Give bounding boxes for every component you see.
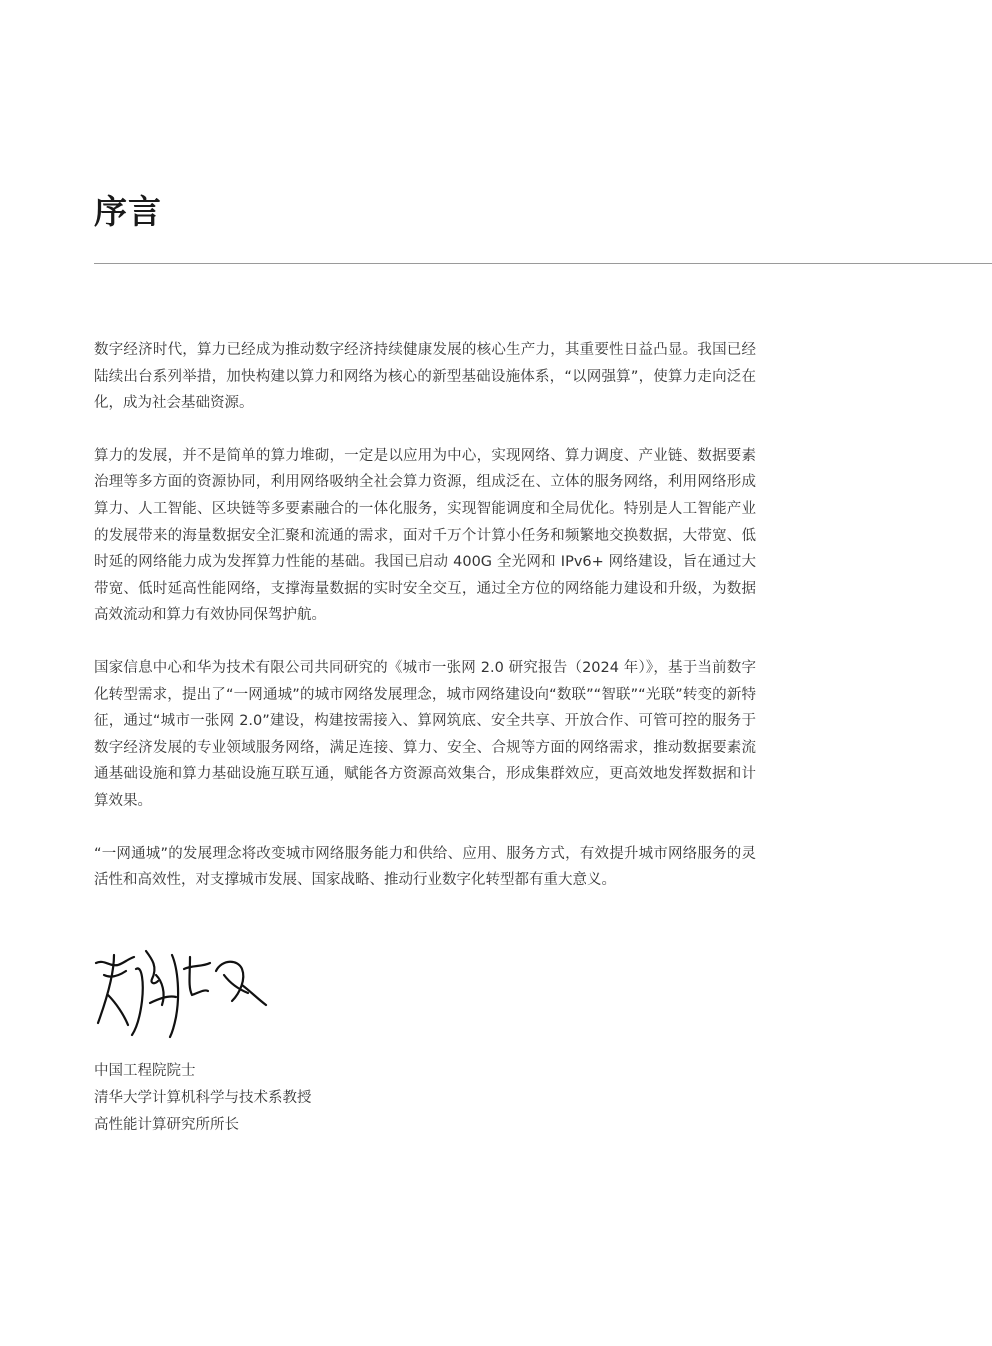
page-title: 序言 (94, 192, 162, 231)
author-title-director: 高性能计算研究所所长 (94, 1117, 239, 1133)
paragraph-1: 数字经济时代，算力已经成为推动数字经济持续健康发展的核心生产力，其重要性日益凸显。我国已经陆续出台系列举措，加快构建以算力和网络为核心的新型基础设施体系，“以网强算”，使算力走向泛在化，成为社会基础资源。 (94, 342, 756, 412)
title-divider (94, 263, 992, 264)
handwritten-signature (92, 945, 272, 1040)
paragraph-4: “一网通城”的发展理念将改变城市网络服务能力和供给、应用、服务方式，有效提升城市网络服务的灵活性和高效性，对支撑城市发展、国家战略、推动行业数字化转型都有重大意义。 (94, 845, 756, 889)
paragraph-2: 算力的发展，并不是简单的算力堆砌，一定是以应用为中心，实现网络、算力调度、产业链、数据要素治理等多方面的资源协同，利用网络吸纳全社会算力资源，组成泛在、立体的服务网络，利用网络形成算力、人工智能、区块链等多要素融合的一体化服务，实现智能调度和全局优化。特别是人工智能产业的发展带来的海量数据安全汇聚和流通的需求，面对千万个计算小任务和频繁地交换数据，大带宽、低时延的网络能力成为发挥算力性能的基础。我国已启动 400G 全光网和 IPv6+ 网络建设，旨在通过大带宽、低时延高性能网络，支撑海量数据的实时安全交互，通过全方位的网络能力建设和升级，为数据高效流动和算力有效协同保驾护航。 (94, 447, 756, 624)
paragraph-3: 国家信息中心和华为技术有限公司共同研究的《城市一张网 2.0 研究报告（2024 年）》，基于当前数字化转型需求，提出了“一网通城”的城市网络发展理念，城市网络建设向“数联”“智联”“光联”转变的新特征，通过“城市一张网 2.0”建设，构建按需接入、算网筑底、安全共享、开放合作、可管可控的服务于数字经济发展的专业领域服务网络，满足连接、算力、安全、合规等方面的网络需求，推动数据要素流通基础设施和算力基础设施互联互通，赋能各方资源高效集合，形成集群效应，更高效地发挥数据和计算效果。 (94, 659, 756, 809)
author-title-academician: 中国工程院院士 (94, 1063, 196, 1079)
author-title-professor: 清华大学计算机科学与技术系教授 (94, 1090, 312, 1106)
preface-body (94, 337, 756, 920)
author-block (94, 1058, 312, 1139)
